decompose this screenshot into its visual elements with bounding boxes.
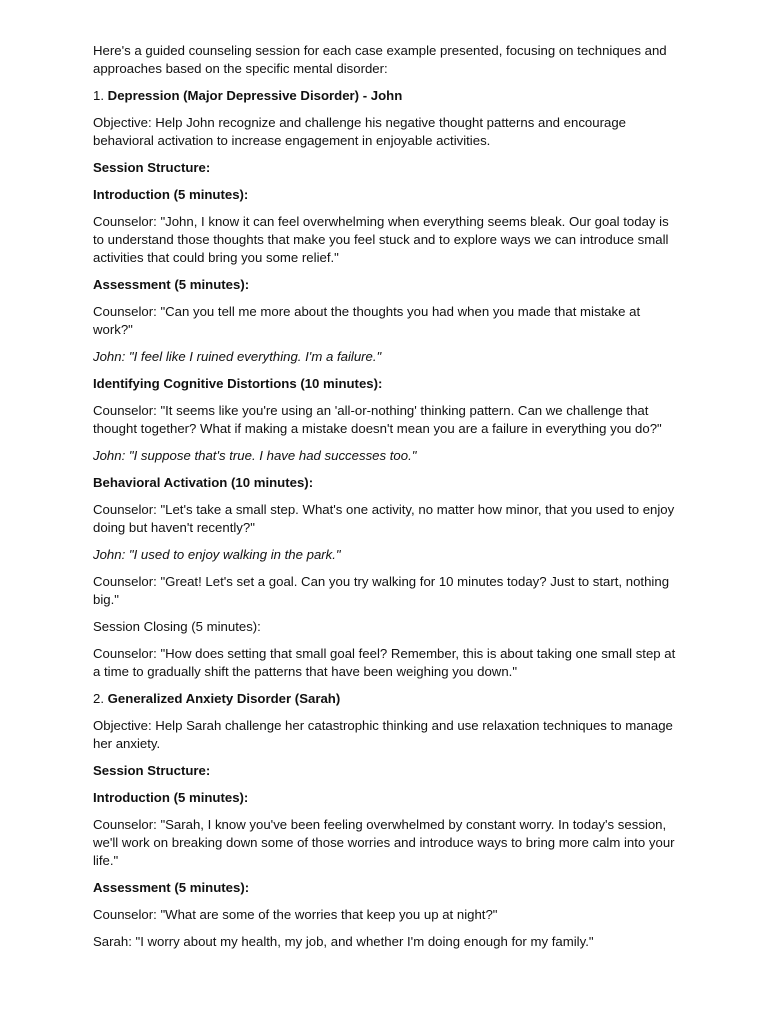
case-1-activation-counselor-2: Counselor: "Great! Let's set a goal. Can you try walking for 10 minutes today? Just to start, nothing big." xyxy=(93,574,670,607)
case-1-session-structure: Session Structure: xyxy=(93,160,211,175)
case-1-assessment-counselor: Counselor: "Can you tell me more about the thoughts you had when you made that mistake at work?" xyxy=(93,304,641,337)
case-2-number: 2. xyxy=(93,691,108,706)
case-1-distortions-heading: Identifying Cognitive Distortions (10 minutes): xyxy=(93,376,383,391)
case-1-activation-heading: Behavioral Activation (10 minutes): xyxy=(93,475,314,490)
case-2-intro-counselor: Counselor: "Sarah, I know you've been feeling overwhelmed by constant worry. In today's session, we'll work on breaking down some of those worries and introduce ways to bring more calm into your life." xyxy=(93,817,675,868)
case-1-heading xyxy=(93,87,678,105)
case-1-closing-heading: Session Closing (5 minutes): xyxy=(93,619,261,634)
case-2-objective: Objective: Help Sarah challenge her catastrophic thinking and use relaxation techniques to manage her anxiety. xyxy=(93,718,673,751)
intro-paragraph: Here's a guided counseling session for each case example presented, focusing on techniques and approaches based on the specific mental disorder: xyxy=(93,43,667,76)
case-1-distortions-client: John: "I suppose that's true. I have had successes too." xyxy=(93,448,417,463)
case-1-number: 1. xyxy=(93,88,108,103)
case-2-session-structure: Session Structure: xyxy=(93,763,211,778)
case-2-intro-heading: Introduction (5 minutes): xyxy=(93,790,249,805)
case-1-distortions-counselor: Counselor: "It seems like you're using an 'all-or-nothing' thinking pattern. Can we challenge that thought together? What if making a mistake doesn't mean you are a failure in everything you do?" xyxy=(93,403,662,436)
case-2-assessment-client: Sarah: "I worry about my health, my job, and whether I'm doing enough for my family." xyxy=(93,934,594,949)
case-1-intro-heading: Introduction (5 minutes): xyxy=(93,187,249,202)
case-1-assessment-heading: Assessment (5 minutes): xyxy=(93,277,250,292)
case-2-assessment-counselor: Counselor: "What are some of the worries that keep you up at night?" xyxy=(93,907,498,922)
case-1-assessment-client: John: "I feel like I ruined everything. I'm a failure." xyxy=(93,349,382,364)
case-1-objective: Objective: Help John recognize and challenge his negative thought patterns and encourage behavioral activation to increase engagement in enjoyable activities. xyxy=(93,115,626,148)
case-2-title: Generalized Anxiety Disorder (Sarah) xyxy=(107,691,341,706)
case-1-activation-counselor: Counselor: "Let's take a small step. What's one activity, no matter how minor, that you used to enjoy doing but haven't recently?" xyxy=(93,502,675,535)
case-2-assessment-heading: Assessment (5 minutes): xyxy=(93,880,250,895)
case-1-activation-client: John: "I used to enjoy walking in the park." xyxy=(93,547,341,562)
case-2-heading xyxy=(93,690,678,708)
case-1-title: Depression (Major Depressive Disorder) - John xyxy=(107,88,403,103)
case-1-intro-counselor: Counselor: "John, I know it can feel overwhelming when everything seems bleak. Our goal today is to understand those thoughts that make you feel stuck and to explore ways we can introduce small activities that could bring you some relief." xyxy=(93,214,669,265)
case-1-closing-counselor: Counselor: "How does setting that small goal feel? Remember, this is about taking one small step at a time to gradually shift the patterns that have been weighing you down." xyxy=(93,646,676,679)
